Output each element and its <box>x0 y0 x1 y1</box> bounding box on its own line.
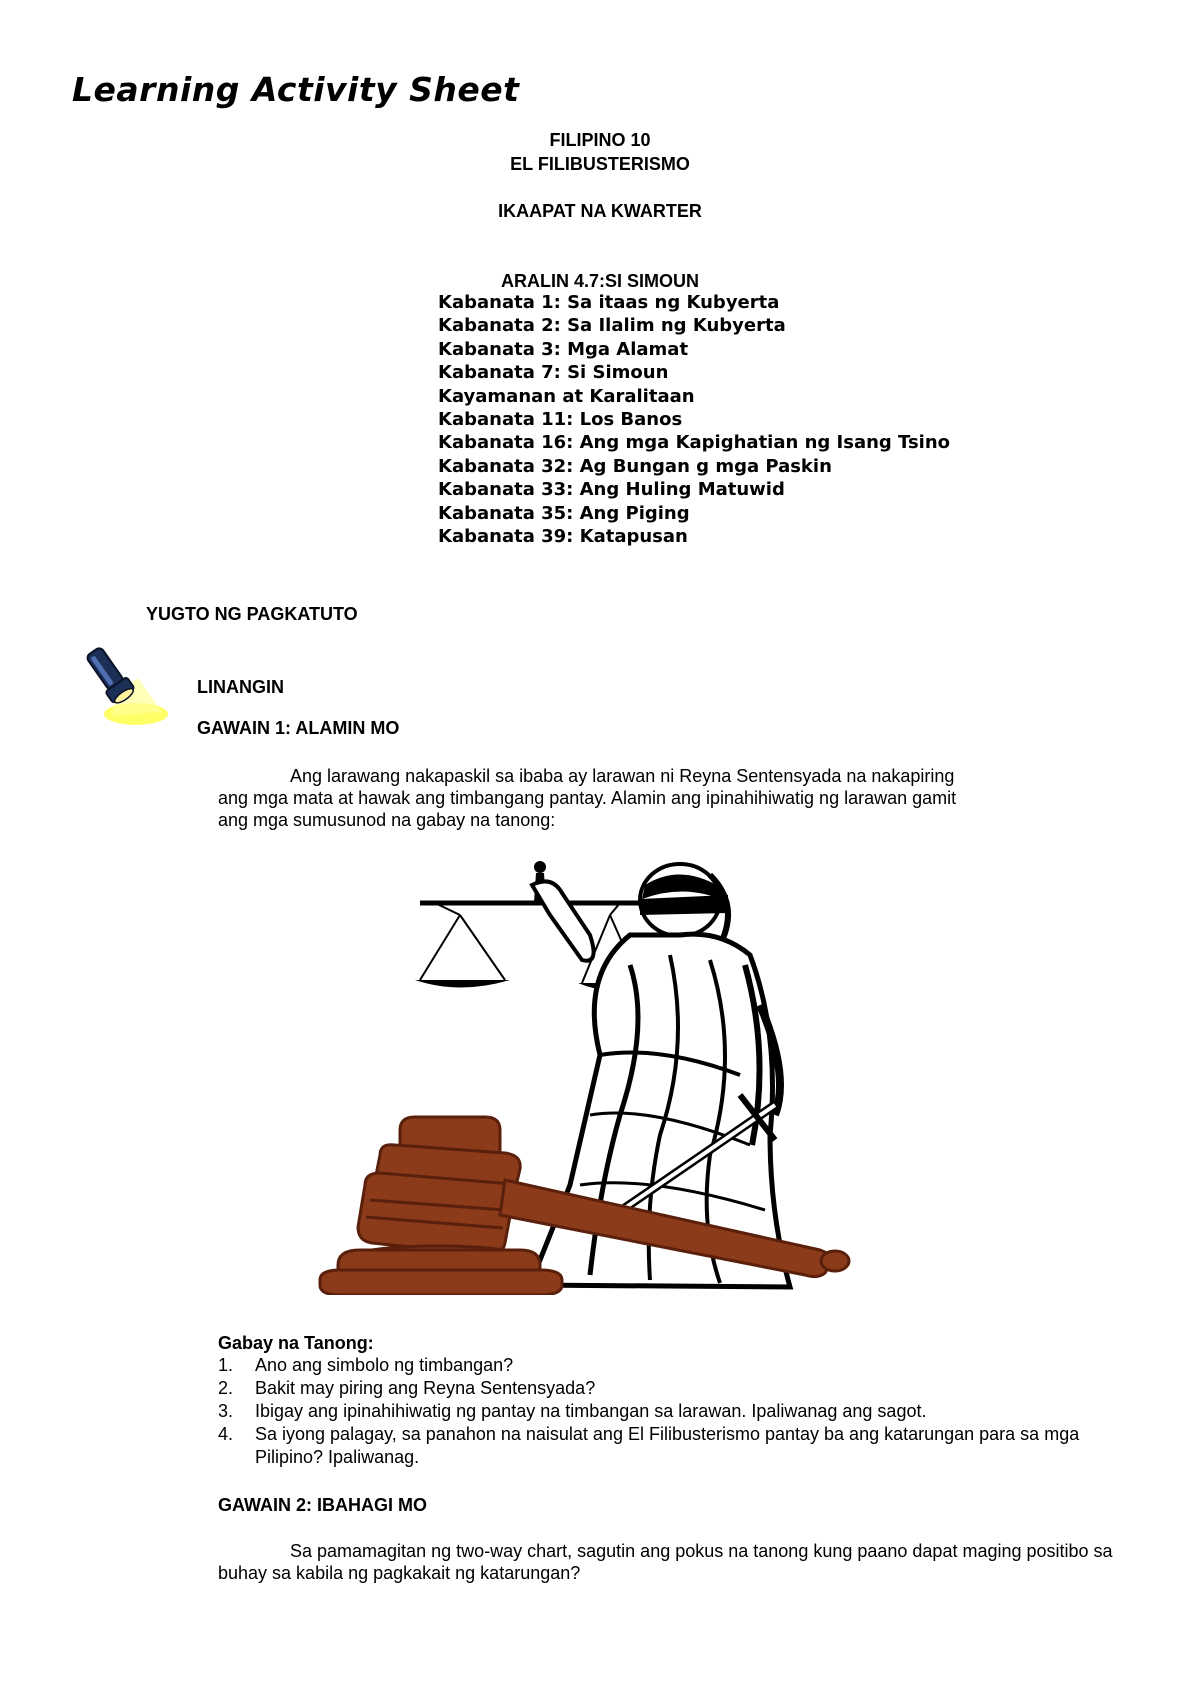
activity2-paragraph: Sa pamamagitan ng two-way chart, sagutin ang pokus na tanong kung paano dapat maging positibo sa buhay sa kabila ng pagkakait ng katarungan? <box>218 1541 1113 1583</box>
chapter-list <box>438 291 950 548</box>
guide-heading: Gabay na Tanong: <box>218 1333 374 1353</box>
stage-heading: YUGTO NG PAGKATUTO <box>146 604 358 624</box>
list-item: 4. Sa iyong palagay, sa panahon na naisulat ang El Filibusterismo pantay ba ang katarungan para sa mga Pilipino? Ipaliwanag. <box>218 1424 1080 1467</box>
chapter-item: Kabanata 7: Si Simoun <box>438 362 669 384</box>
list-item: 2. Bakit may piring ang Reyna Sentensyada? <box>218 1378 596 1398</box>
chapter-item: Kabanata 35: Ang Piging <box>438 502 690 524</box>
list-item: 3. Ibigay ang ipinahihiwatig ng pantay na timbangan sa larawan. Ipaliwanag ang sagot. <box>218 1401 927 1421</box>
list-item: 1. Ano ang simbolo ng timbangan? <box>218 1355 514 1375</box>
sheet-title: Learning Activity Sheet <box>72 70 520 109</box>
chapter-item: Kabanata 39: Katapusan <box>438 526 688 548</box>
chapter-item: Kabanata 11: Los Banos <box>438 409 683 431</box>
activity1-title: GAWAIN 1: ALAMIN MO <box>197 718 400 738</box>
chapter-item: Kabanata 1: Sa itaas ng Kubyerta <box>438 292 780 313</box>
chapter-item: Kabanata 16: Ang mga Kapighatian ng Isang Tsino <box>438 432 951 454</box>
novel-title: EL FILIBUSTERISMO <box>510 154 690 174</box>
chapter-item: Kabanata 2: Sa Ilalim ng Kubyerta <box>438 315 786 337</box>
chapter-item: Kabanata 3: Mga Alamat <box>438 338 689 360</box>
section-heading: LINANGIN <box>197 677 284 697</box>
chapter-item: Kabanata 33: Ang Huling Matuwid <box>438 479 785 501</box>
flashlight-icon <box>82 640 174 730</box>
chapter-item: Kabanata 32: Ag Bungan g mga Paskin <box>438 455 832 477</box>
lady-justice-gavel-illustration <box>300 855 910 1295</box>
quarter-title: IKAAPAT NA KWARTER <box>498 201 702 221</box>
lesson-title: ARALIN 4.7:SI SIMOUN <box>500 271 700 291</box>
activity2-title: GAWAIN 2: IBAHAGI MO <box>218 1495 428 1515</box>
subject-title: FILIPINO 10 <box>549 130 651 150</box>
guide-questions <box>218 1354 1138 1469</box>
activity1-paragraph: Ang larawang nakapaskil sa ibaba ay larawan ni Reyna Sentensyada na nakapiring ang mga mata at hawak ang timbangang pantay. Alamin ang ipinahihiwatig ng larawan gamit ang mga sumusunod na gabay na tanong: <box>218 766 957 830</box>
chapter-item: Kayamanan at Karalitaan <box>438 385 695 407</box>
